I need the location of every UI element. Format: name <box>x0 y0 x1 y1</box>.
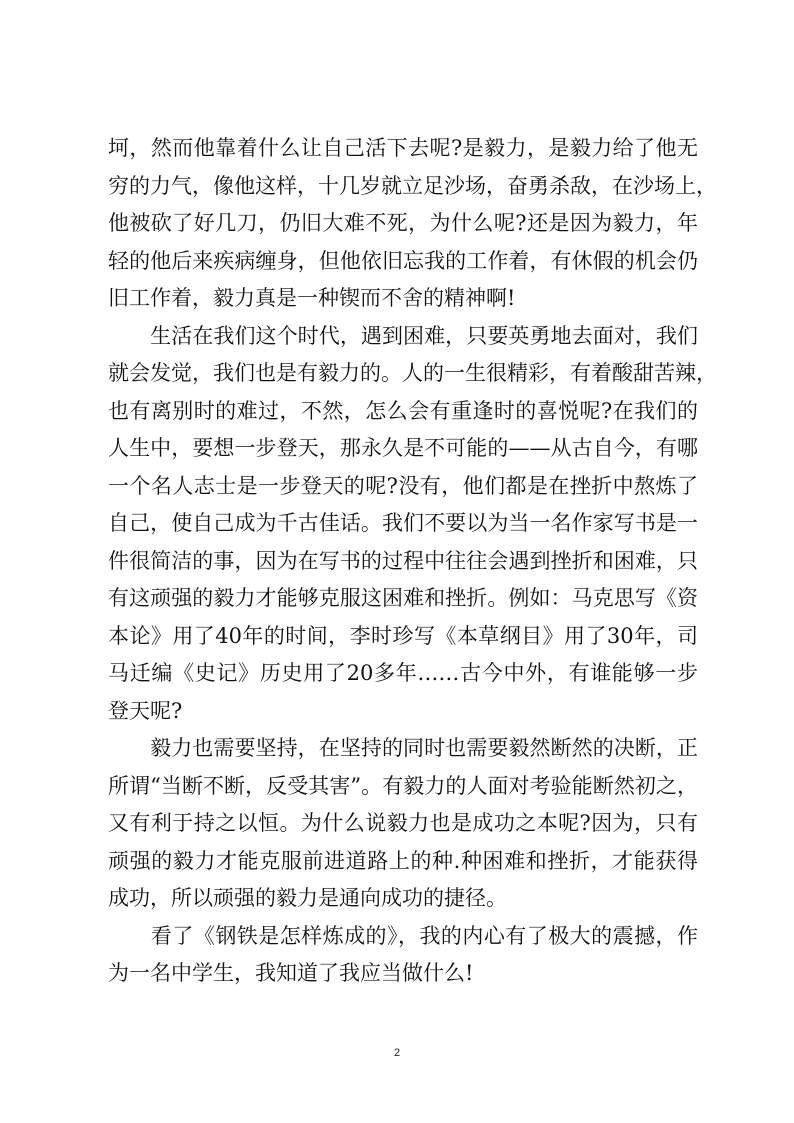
text-line: 一个名人志士是一步登天的呢?没有，他们都是在挫折中熬炼了 <box>108 473 698 498</box>
text-line: 又有利于持之以恒。为什么说毅力也是成功之本呢?因为，只有 <box>108 811 698 835</box>
text-line: 件很简洁的事，因为在写书的过程中往往会遇到挫折和困难，只 <box>108 548 698 573</box>
page-number: 2 <box>393 1047 401 1059</box>
text-line: 也有离别时的难过，不然，怎么会有重逢时的喜悦呢?在我们的 <box>108 398 698 423</box>
text-line: 顽强的毅力才能克服前进道路上的种.种困难和挫折，才能获得 <box>108 848 698 873</box>
text-line: 自己，使自己成为千古佳话。我们不要以为当一名作家写书是一 <box>108 511 698 535</box>
text-line: 穷的力气，像他这样，十几岁就立足沙场，奋勇杀敌，在沙场上， <box>108 173 717 198</box>
text-line: 旧工作着，毅力真是一种锲而不舍的精神啊! <box>108 286 516 310</box>
text-line: 他被砍了好几刀，仍旧大难不死，为什么呢?还是因为毅力，年 <box>108 211 698 235</box>
body-text <box>108 130 717 993</box>
text-line: 人生中，要想一步登天，那永久是不可能的——从古自今，有哪 <box>108 436 698 460</box>
text-line: 本论》用了40年的时间，李时珍写《本草纲目》用了30年，司 <box>108 623 698 648</box>
text-line: 坷，然而他靠着什么让自己活下去呢?是毅力，是毅力给了他无 <box>108 136 698 160</box>
text-line: 毅力也需要坚持，在坚持的同时也需要毅然断然的决断，正 <box>108 736 698 760</box>
text-line: 看了《钢铁是怎样炼成的》，我的内心有了极大的震撼，作 <box>108 923 698 948</box>
text-line: 成功，所以顽强的毅力是通向成功的捷径。 <box>108 886 507 910</box>
text-line: 就会发觉，我们也是有毅力的。人的一生很精彩，有着酸甜苦辣， <box>108 361 717 385</box>
text-line: 为一名中学生，我知道了我应当做什么! <box>108 961 474 985</box>
text-line: 轻的他后来疾病缠身，但他依旧忘我的工作着，有休假的机会仍 <box>108 248 698 273</box>
text-line: 所谓“当断不断，反受其害”。有毅力的人面对考验能断然初之， <box>108 773 698 798</box>
text-line: 马迁编《史记》历史用了20多年……古今中外，有谁能够一步 <box>108 661 698 685</box>
text-line: 生活在我们这个时代，遇到困难，只要英勇地去面对，我们 <box>108 323 698 348</box>
text-line: 登天呢? <box>108 698 183 723</box>
text-line: 有这顽强的毅力才能够克服这困难和挫折。例如：马克思写《资 <box>108 586 698 610</box>
